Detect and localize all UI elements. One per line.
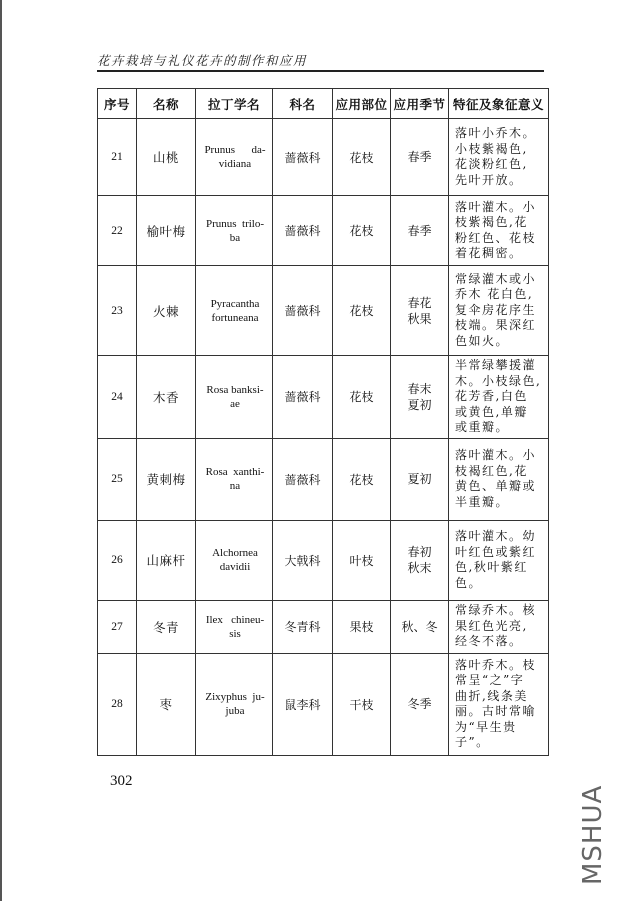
description-line: 常绿乔木。核 [455,603,537,618]
description-line: 色。 [455,575,483,590]
page-left-edge [0,0,2,901]
cell-season [391,356,449,439]
cell-season [391,520,449,600]
cell-description [449,119,549,196]
cell-season [391,196,449,266]
description-line: 经冬不落。 [455,634,523,649]
cell-part: 花枝 [333,119,391,196]
cell-part: 花枝 [333,196,391,266]
table-row [98,356,549,439]
cell-description [449,438,549,520]
latin-line: Pyracantha [210,297,260,310]
latin-line: vidiana [218,158,252,170]
cell-name: 榆叶梅 [137,196,196,266]
col-header-name: 名称 [137,89,196,119]
season-line: 春季 [407,223,432,238]
description-line: 落叶小乔木。 [455,126,537,140]
description-line: 常呈“之”字 [455,673,525,687]
latin-line: ba [229,231,241,244]
cell-number: 25 [98,438,137,520]
cell-season [391,266,449,356]
cell-number: 22 [98,196,137,266]
running-head: 花卉栽培与礼仪花卉的制作和应用 [97,53,308,68]
cell-name: 山桃 [137,119,196,196]
cell-part: 花枝 [333,266,391,356]
latin-line: Prunus trilo- [205,217,265,230]
description-line: 花芳香,白色 [455,389,528,403]
cell-description [449,196,549,266]
description-line: 枝紫褐色,花 [455,215,528,229]
cell-season [391,119,449,196]
description-line: 木。小枝绿色, [455,373,542,388]
col-header-family: 科名 [273,89,333,119]
cell-latin-name [196,600,273,653]
cell-description [449,356,549,439]
season-line: 春初 [407,545,432,559]
description-line: 落叶灌木。小 [455,448,537,462]
cell-latin-name [196,520,273,600]
latin-line: fortuneana [211,311,259,324]
table-header-row [98,89,549,119]
season-line: 夏初 [407,397,432,412]
cell-number: 28 [98,653,137,755]
description-line: 子”。 [455,735,490,749]
cell-part: 果枝 [333,600,391,653]
season-line: 秋果 [407,311,432,326]
plant-table [97,88,549,756]
cell-part: 叶枝 [333,520,391,600]
latin-line: Rosa xanthi- [205,466,265,478]
season-line: 冬季 [407,697,432,711]
cell-latin-name [196,196,273,266]
latin-line: juba [225,705,245,717]
latin-line: na [229,480,241,492]
cell-family: 蔷薇科 [273,356,333,439]
description-line: 枝端。果深红 [455,318,537,333]
cell-number: 23 [98,266,137,356]
table-row [98,119,549,196]
latin-line: Prunus da- [204,144,266,156]
cell-family: 蔷薇科 [273,438,333,520]
table-row [98,600,549,653]
cell-latin-name [196,119,273,196]
cell-family: 冬青科 [273,600,333,653]
cell-name: 枣 [137,653,196,755]
description-line: 常绿灌木或小 [455,271,537,286]
description-line: 乔木 花白色, [455,287,534,302]
col-header-latin: 拉丁学名 [196,89,273,119]
table-row [98,653,549,755]
cell-description [449,600,549,653]
table-row [98,196,549,266]
col-header-season: 应用季节 [391,89,449,119]
cell-description [449,653,549,755]
cell-season [391,438,449,520]
description-line: 半重瓣。 [455,494,510,509]
cell-season [391,600,449,653]
cell-number: 24 [98,356,137,439]
description-line: 黄色、单瓣或 [455,479,537,493]
latin-line: davidii [219,561,251,573]
table-row [98,266,549,356]
cell-description [449,266,549,356]
cell-name: 火棘 [137,266,196,356]
description-line: 或重瓣。 [455,420,510,434]
description-line: 或黄色,单瓣 [455,404,528,419]
season-line: 夏初 [407,472,432,486]
cell-name: 山麻杆 [137,520,196,600]
cell-number: 26 [98,520,137,600]
latin-line: Ilex chineu- [205,613,265,626]
col-header-description: 特征及象征意义 [449,89,549,119]
season-line: 春花 [407,295,432,310]
cell-latin-name [196,653,273,755]
cell-part: 花枝 [333,438,391,520]
description-line: 小枝紫褐色, [455,141,528,156]
description-line: 丽。古时常喻 [455,704,537,718]
cell-family: 蔷薇科 [273,266,333,356]
cell-name: 木香 [137,356,196,439]
description-line: 色,秋叶紫红 [455,560,528,574]
cell-description [449,520,549,600]
description-line: 为“早生贵 [455,719,517,734]
description-line: 色如火。 [455,333,510,348]
season-line: 秋、冬 [401,619,438,634]
description-line: 先叶开放。 [455,172,523,187]
season-line: 春季 [407,150,432,164]
cell-latin-name [196,266,273,356]
cell-family: 大戟科 [273,520,333,600]
cell-part: 花枝 [333,356,391,439]
cell-number: 21 [98,119,137,196]
description-line: 粉红色、花枝 [455,230,537,245]
description-line: 枝褐红色,花 [455,463,528,478]
cell-family: 蔷薇科 [273,119,333,196]
cell-part: 干枝 [333,653,391,755]
cell-family: 蔷薇科 [273,196,333,266]
description-line: 叶红色或紫红 [455,544,537,559]
cell-name: 冬青 [137,600,196,653]
latin-line: Alchornea [212,547,258,559]
season-line: 秋末 [407,561,432,575]
cell-season [391,653,449,755]
latin-line: sis [229,627,241,640]
description-line: 曲折,线条美 [455,688,528,703]
watermark: MSHUA [578,784,608,885]
description-line: 半常绿攀援灌 [455,358,537,372]
col-header-number: 序号 [98,89,137,119]
table-row [98,438,549,520]
latin-line: Zixyphus ju- [205,691,265,703]
description-line: 着花稠密。 [455,246,523,260]
header-rule [97,70,544,72]
table-row [98,520,549,600]
cell-name: 黄刺梅 [137,438,196,520]
latin-line: Rosa banksi- [206,383,264,396]
description-line: 落叶灌木。幼 [455,529,537,543]
description-line: 落叶灌木。小 [455,199,537,214]
description-line: 花淡粉红色, [455,157,528,171]
col-header-part: 应用部位 [333,89,391,119]
description-line: 落叶乔木。枝 [455,657,537,672]
cell-latin-name [196,356,273,439]
description-line: 复伞房花序生 [455,302,537,317]
latin-line: ae [230,397,240,410]
cell-number: 27 [98,600,137,653]
description-line: 果红色光亮, [455,618,528,633]
season-line: 春末 [407,381,432,396]
cell-family: 鼠李科 [273,653,333,755]
page-number: 302 [110,773,133,789]
cell-latin-name [196,438,273,520]
